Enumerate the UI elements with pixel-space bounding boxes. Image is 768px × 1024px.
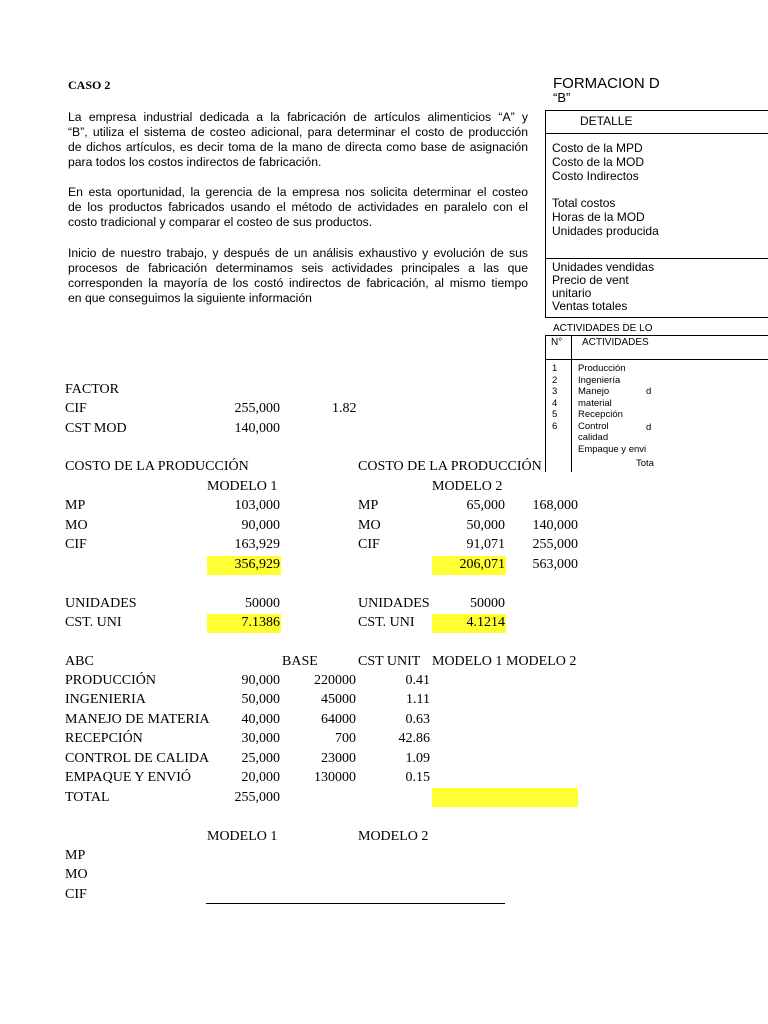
table-border: [571, 335, 572, 472]
act-name: Ingeniería: [578, 374, 621, 386]
paragraph-request: [68, 185, 528, 230]
act-number: 1: [552, 363, 558, 374]
totales-row: Unidades producida: [552, 224, 659, 238]
text-line: para todos los costos indirectos de fabricación.: [68, 155, 322, 169]
sum-total: 563,000: [532, 557, 578, 572]
abc-row-unit: 1.11: [406, 692, 430, 707]
text-line: procesos de fabricación determinamos seis actividades principales a las que: [68, 261, 528, 275]
abc-row-unit: 0.41: [405, 673, 430, 688]
ventas-row: Unidades vendidas: [552, 260, 655, 274]
act-col-name: ACTIVIDADES: [582, 337, 649, 348]
act-total-label: Tota: [636, 458, 654, 469]
detalle-row: Costo Indirectos: [552, 169, 639, 183]
abc-row-base: 220000: [314, 673, 356, 688]
abc-row-unit: 0.15: [405, 770, 430, 785]
act-number: 6: [552, 420, 558, 432]
table-border: [545, 359, 768, 360]
sum-value: 168,000: [532, 498, 578, 513]
abc-row-name: CONTROL DE CALIDA: [65, 751, 210, 766]
abc-total-label: TOTAL: [65, 790, 110, 805]
m1-value: 163,929: [234, 537, 280, 552]
abc-row-name: MANEJO DE MATERIA: [65, 712, 210, 727]
table-border: [545, 258, 768, 259]
factor-mod-value: 140,000: [234, 421, 280, 436]
row-label: MO: [358, 518, 381, 533]
act-names: [578, 363, 646, 455]
table-border: [545, 133, 768, 134]
cst-uni-m2: 4.1214: [466, 615, 505, 630]
detalle-list: [552, 141, 644, 183]
text-line: “B”, utiliza el sistema de costeo adicional, para determinar el costo de producción: [68, 125, 528, 139]
sum-value: 255,000: [532, 537, 578, 552]
abc-row-name: PRODUCCIÓN: [65, 673, 157, 688]
act-name: Manejo: [578, 386, 610, 397]
act-suffix: d: [646, 422, 652, 433]
abc-row-unit: 0.63: [405, 712, 430, 727]
detalle-header: DETALLE: [580, 114, 633, 128]
unidades-m2: 50000: [470, 596, 505, 611]
bottom-label: MO: [65, 867, 88, 882]
abc-col-m2: MODELO 2: [506, 654, 577, 669]
produccion-model-1: MODELO 1: [207, 479, 278, 494]
abc-title: ABC: [65, 654, 94, 669]
act-number: 5: [552, 409, 558, 420]
row-label: CIF: [358, 537, 380, 552]
abc-row-name: INGENIERIA: [65, 692, 146, 707]
formation-title: FORMACION D: [553, 75, 660, 92]
act-name: Control: [578, 420, 609, 432]
m1-value: 90,000: [241, 518, 280, 533]
bottom-model-2: MODELO 2: [358, 829, 429, 844]
act-suffix: d: [646, 386, 652, 397]
text-line: En esta oportunidad, la gerencia de la empresa nos solicita determinar el costeo: [68, 185, 528, 199]
text-line: de dichos artículos, es decir toma de la mano de directa como base de asignación: [68, 140, 528, 154]
text-line: La empresa industrial dedicada a la fabricación de artículos alimenticios “A” y: [68, 110, 528, 124]
act-name: material: [578, 397, 612, 409]
abc-row-name: RECEPCIÓN: [65, 731, 143, 746]
unidades-label: UNIDADES: [358, 596, 430, 611]
row-label: CIF: [65, 537, 87, 552]
abc-col-cst: CST UNIT: [358, 654, 421, 669]
row-label: MO: [65, 518, 88, 533]
totales-row: Total costos: [552, 196, 616, 210]
abc-row-base: 64000: [321, 712, 356, 727]
cst-uni-m1: 7.1386: [241, 615, 280, 630]
factor-mod-label: CST MOD: [65, 421, 127, 436]
table-border: [545, 110, 546, 318]
act-number: 4: [552, 397, 558, 409]
text-line: en que conseguimos la siguiente información: [68, 291, 312, 305]
abc-row-base: 45000: [321, 692, 356, 707]
abc-row-cost: 90,000: [241, 673, 280, 688]
table-border: [545, 335, 768, 336]
act-numbers: [552, 363, 557, 432]
abc-row-base: 130000: [314, 770, 356, 785]
row-label: MP: [358, 498, 379, 513]
table-border: [545, 317, 768, 318]
act-col-n: N°: [551, 337, 563, 348]
unidades-m1: 50000: [245, 596, 280, 611]
total-underline: [206, 903, 505, 904]
act-number: 2: [552, 374, 558, 386]
formation-subtitle: “B”: [553, 90, 571, 105]
abc-row-cost: 40,000: [241, 712, 280, 727]
cst-uni-label: CST. UNI: [358, 615, 415, 630]
factor-label: FACTOR: [65, 382, 119, 397]
abc-row-cost: 25,000: [241, 751, 280, 766]
act-name: Recepción: [578, 409, 623, 420]
factor-cif-label: CIF: [65, 401, 87, 416]
ventas-row: unitario: [552, 286, 592, 300]
ventas-row: Precio de vent: [552, 273, 629, 287]
m1-total: 356,929: [234, 557, 280, 572]
act-name: Producción: [578, 363, 626, 374]
abc-col-m1: MODELO 1: [432, 654, 503, 669]
table-border: [545, 335, 546, 472]
paragraph-intro: [68, 110, 528, 170]
m2-value: 65,000: [466, 498, 505, 513]
bottom-label: MP: [65, 848, 86, 863]
actividades-title: ACTIVIDADES DE LO: [553, 323, 653, 334]
produccion-left-title: COSTO DE LA PRODUCCIÓN: [65, 459, 249, 474]
abc-row-cost: 20,000: [241, 770, 280, 785]
abc-col-base: BASE: [282, 654, 318, 669]
unidades-label: UNIDADES: [65, 596, 137, 611]
table-border: [545, 110, 768, 111]
m2-value: 91,071: [466, 537, 505, 552]
abc-row-unit: 1.09: [405, 751, 430, 766]
row-label: MP: [65, 498, 86, 513]
cst-uni-label: CST. UNI: [65, 615, 122, 630]
sum-value: 140,000: [532, 518, 578, 533]
detalle-row: Costo de la MPD: [552, 141, 643, 155]
m2-total: 206,071: [459, 557, 505, 572]
m1-value: 103,000: [234, 498, 280, 513]
ventas-row: Ventas totales: [552, 299, 628, 313]
abc-row-cost: 50,000: [241, 692, 280, 707]
abc-row-base: 700: [335, 731, 356, 746]
paragraph-analysis: [68, 246, 528, 306]
bottom-model-1: MODELO 1: [207, 829, 278, 844]
text-line: corresponden la mayoría de los costó indirectos de fabricación, al mismo tiempo: [68, 276, 528, 290]
produccion-model-2: MODELO 2: [432, 479, 503, 494]
act-number: 3: [552, 386, 558, 397]
abc-row-cost: 30,000: [241, 731, 280, 746]
abc-row-unit: 42.86: [398, 731, 430, 746]
m2-value: 50,000: [466, 518, 505, 533]
totales-list: [552, 196, 659, 238]
bottom-label: CIF: [65, 887, 87, 902]
factor-rate: 1.82: [332, 401, 357, 416]
act-name: Empaque y envi: [578, 443, 647, 455]
abc-row-base: 23000: [321, 751, 356, 766]
highlight-abc-total: [432, 788, 578, 807]
text-line: Inicio de nuestro trabajo, y después de un análisis exhaustivo y evolución de sus: [68, 246, 528, 260]
factor-cif-value: 255,000: [234, 401, 280, 416]
abc-row-name: EMPAQUE Y ENVIÓ: [65, 770, 191, 785]
detalle-row: Costo de la MOD: [552, 155, 645, 169]
produccion-right-title: COSTO DE LA PRODUCCIÓN: [358, 459, 542, 474]
text-line: costo tradicional y comparar el costeo de sus productos.: [68, 215, 373, 229]
case-title: CASO 2: [68, 78, 111, 92]
abc-total-value: 255,000: [234, 790, 280, 805]
act-name: calidad: [578, 432, 609, 443]
ventas-list: [552, 261, 654, 313]
totales-row: Horas de la MOD: [552, 210, 645, 224]
text-line: de los productos fabricados usando el método de actividades en paralelo con el: [68, 200, 528, 214]
